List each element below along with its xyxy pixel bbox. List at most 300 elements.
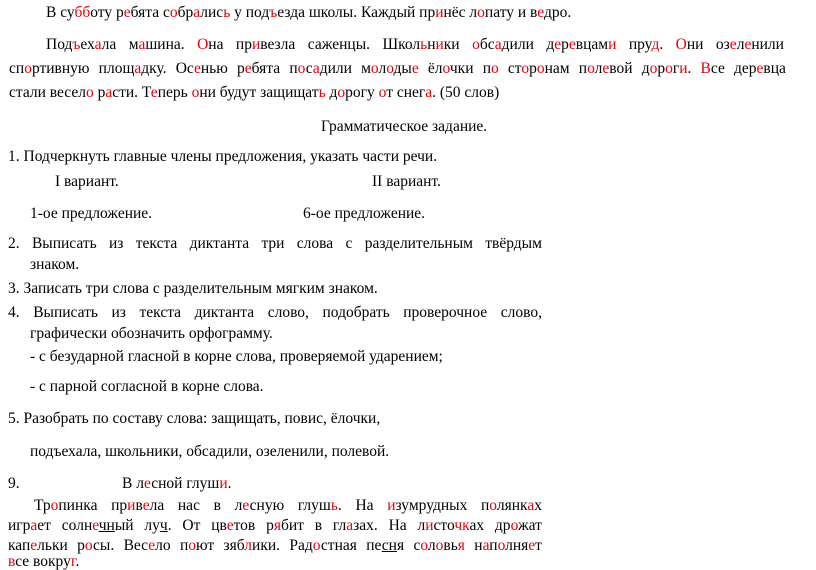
text-fragment: н	[427, 36, 436, 53]
text-fragment: В	[700, 60, 711, 77]
word	[34, 498, 97, 514]
text-fragment: г	[70, 553, 76, 570]
text-fragment: глуш	[297, 497, 331, 514]
text-fragment: .	[659, 36, 664, 53]
text-fragment: .	[75, 553, 80, 570]
text-fragment: л	[736, 36, 745, 53]
text-fragment: Школ	[382, 36, 421, 53]
text-fragment: .	[227, 475, 232, 492]
text-fragment: ч	[159, 517, 168, 534]
text-fragment: пр	[235, 36, 252, 53]
text-fragment: я	[457, 537, 465, 554]
text-fragment: т снег	[386, 84, 426, 101]
text-fragment: е	[92, 517, 99, 534]
text-fragment: сн	[381, 537, 397, 554]
task-4-line-1	[8, 305, 542, 321]
text-9-title	[122, 476, 231, 492]
text-fragment: лис	[200, 4, 224, 21]
word: твёрдым	[485, 235, 542, 252]
word	[9, 61, 90, 77]
word	[389, 518, 407, 534]
word	[474, 538, 542, 554]
text-fragment: д	[651, 36, 660, 53]
word	[197, 37, 223, 53]
task-4-line-2: графически обозначить орфограмму.	[30, 325, 273, 342]
text-fragment: лня	[505, 537, 529, 554]
text-fragment: пинка	[58, 497, 98, 514]
text-fragment: е	[744, 36, 752, 53]
text-fragment: гл	[332, 517, 347, 534]
text-fragment: се	[710, 60, 725, 77]
text-fragment: п	[482, 60, 491, 77]
text-9-number: 9.	[8, 475, 20, 492]
word: диктанта	[194, 304, 255, 321]
text-fragment: жат	[517, 517, 542, 534]
text-fragment: нас	[177, 497, 200, 514]
text-fragment: о	[188, 537, 197, 554]
task-5: 5. Разобрать по составу слова: защищать, повис, ёлочки,	[8, 410, 381, 427]
text-fragment: е	[150, 84, 158, 101]
text-fragment: сп	[9, 60, 25, 77]
text-fragment: и	[679, 60, 688, 77]
word	[382, 37, 459, 53]
word	[418, 518, 485, 534]
text-fragment: льки	[37, 537, 68, 554]
word	[266, 518, 304, 534]
text-fragment: дку.	[141, 60, 167, 77]
text-fragment: О	[675, 36, 687, 53]
text-fragment: е	[242, 497, 250, 514]
word	[508, 61, 570, 77]
text-fragment: и	[435, 4, 444, 21]
word: слово,	[500, 304, 542, 321]
text-fragment: ло	[155, 537, 171, 554]
text-fragment: е	[148, 537, 156, 554]
text-fragment: нёс л	[443, 4, 478, 21]
text-fragment: о	[521, 60, 530, 77]
text-fragment: а	[193, 4, 201, 21]
text-fragment: ст	[507, 60, 522, 77]
word	[676, 37, 704, 53]
word	[701, 61, 725, 77]
text-fragment: рогу	[345, 84, 379, 101]
word	[716, 37, 784, 53]
text-fragment: р	[561, 36, 569, 53]
word	[99, 61, 167, 77]
text-fragment: дер	[734, 60, 757, 77]
text-fragment: бята с	[130, 4, 170, 21]
dictation-para-line-3	[9, 85, 499, 101]
text-fragment: сы.	[93, 537, 115, 554]
text-fragment: чки	[449, 60, 474, 77]
text-fragment: зумрудных	[395, 497, 468, 514]
text-fragment: стали весел	[9, 84, 86, 101]
text-fragment: ый	[114, 517, 134, 534]
sentence-6-label: 6-ое предложение.	[303, 205, 426, 222]
text-fragment: е	[756, 60, 764, 77]
text-fragment: На	[355, 497, 374, 514]
text-fragment: е	[554, 36, 562, 53]
text-fragment: с	[305, 60, 313, 77]
text-fragment: о	[84, 537, 94, 554]
text-fragment: о	[490, 60, 499, 77]
text-fragment: тов	[233, 517, 256, 534]
word	[495, 518, 542, 534]
word: текста	[139, 304, 182, 321]
text-fragment: . (50 слов)	[432, 84, 500, 101]
text-fragment: .	[687, 60, 692, 77]
text-fragment: а	[105, 84, 113, 101]
text-fragment: дили	[501, 36, 534, 53]
text-fragment: оту р	[90, 4, 124, 21]
text-fragment: о	[337, 84, 346, 101]
text-fragment: в	[135, 497, 143, 514]
text-fragment: в	[213, 497, 221, 514]
text-fragment: ъ	[269, 4, 278, 21]
text-fragment: л	[594, 60, 603, 77]
text-fragment: др	[494, 517, 511, 534]
text-9-line-2	[8, 518, 542, 534]
word	[178, 498, 200, 514]
text-fragment: о	[169, 4, 178, 21]
word	[211, 518, 255, 534]
text-fragment: а	[527, 497, 535, 514]
text-fragment: вой	[609, 60, 633, 77]
text-fragment: п	[489, 537, 498, 554]
text-fragment: сто	[433, 517, 455, 534]
text-fragment: о	[472, 36, 480, 53]
text-fragment: площ	[98, 60, 135, 77]
text-fragment: оз	[715, 36, 730, 53]
text-fragment: р	[657, 60, 666, 77]
task-2-line-1	[8, 236, 542, 252]
text-fragment: шина.	[145, 36, 185, 53]
text-fragment: о	[85, 84, 94, 101]
text-fragment: бб	[74, 4, 91, 21]
text-fragment: г	[672, 60, 680, 77]
text-fragment: солн	[61, 517, 93, 534]
text-fragment: .	[167, 517, 172, 534]
word: с	[345, 235, 353, 252]
text-fragment: Тр	[34, 497, 51, 514]
word	[111, 498, 164, 514]
text-fragment: и	[251, 36, 261, 53]
text-fragment: лянк	[496, 497, 528, 514]
text-fragment: .	[337, 497, 342, 514]
task-1: 1. Подчеркнуть главные члены предложения, указать части речи.	[8, 148, 438, 165]
text-fragment: чк	[454, 517, 470, 534]
word	[333, 518, 378, 534]
text-fragment: бс	[479, 36, 495, 53]
task-5-line-2: подъехала, школьники, обсадили, озеленили, полевой.	[30, 443, 390, 460]
text-fragment: о	[489, 497, 497, 514]
text-fragment: п	[289, 60, 298, 77]
text-fragment: а	[494, 36, 502, 53]
text-fragment: л	[378, 60, 387, 77]
text-fragment: дро.	[543, 4, 572, 21]
word	[315, 518, 322, 534]
word	[481, 498, 542, 514]
text-fragment: п	[481, 497, 490, 514]
text-fragment: езда школы. Каждый пр	[277, 4, 436, 21]
text-fragment: а	[346, 517, 354, 534]
word: из	[111, 304, 126, 321]
text-fragment: ъ	[72, 36, 81, 53]
text-fragment: е	[537, 4, 544, 21]
text-fragment: р	[93, 84, 106, 101]
text-fragment: пату и в	[484, 4, 538, 21]
text-fragment: ртивную	[31, 60, 90, 77]
text-fragment: о	[477, 4, 485, 21]
word	[289, 61, 352, 77]
task-4-sub-1: - с безударной гласной в корне слова, проверяемой ударением;	[30, 348, 443, 365]
text-fragment: с	[413, 537, 421, 554]
text-fragment: ки	[443, 36, 460, 53]
word	[366, 538, 404, 554]
text-fragment: о	[442, 60, 450, 77]
text-fragment: пру	[628, 36, 652, 53]
text-fragment: у под	[230, 4, 270, 21]
text-fragment: сной глуш	[151, 475, 220, 492]
text-fragment: о	[378, 84, 387, 101]
text-fragment: л	[417, 517, 426, 534]
text-fragment: е	[123, 4, 131, 21]
text-fragment: вь	[443, 537, 458, 554]
task-3: 3. Записать три слова с разделительным мягким знаком.	[8, 280, 378, 297]
text-fragment: е	[244, 60, 252, 77]
word: разделительным	[364, 235, 473, 252]
text-fragment: цв	[211, 517, 227, 534]
text-fragment: Рад	[289, 537, 313, 554]
text-fragment: д	[641, 60, 650, 77]
word: слово,	[267, 304, 309, 321]
word	[734, 61, 786, 77]
text-fragment: бята	[251, 60, 281, 77]
text-fragment: На	[388, 517, 407, 534]
text-fragment: н	[474, 537, 483, 554]
word	[180, 538, 214, 554]
text-fragment: ни	[686, 36, 704, 53]
text-fragment: в	[8, 553, 16, 570]
text-fragment: о	[420, 537, 428, 554]
text-fragment: е	[142, 497, 150, 514]
text-fragment: сную	[249, 497, 285, 514]
word	[483, 61, 499, 77]
text-fragment: вцам	[575, 36, 609, 53]
text-fragment: бр	[177, 4, 194, 21]
text-fragment: д	[325, 84, 338, 101]
text-fragment: ех	[80, 36, 95, 53]
text-fragment: я	[396, 537, 405, 554]
word: Выписать	[31, 235, 97, 252]
word	[355, 498, 373, 514]
text-fragment: а	[94, 36, 102, 53]
text-fragment: О	[197, 36, 209, 53]
text-fragment: а	[134, 60, 142, 77]
text-fragment: е	[729, 36, 737, 53]
text-fragment: р	[266, 517, 274, 534]
text-fragment: саженцы.	[307, 36, 370, 53]
word	[237, 61, 280, 77]
task-2-line-2: знаком.	[30, 256, 80, 273]
dictation-para-line-1	[46, 37, 784, 53]
text-fragment: е	[528, 537, 536, 554]
text-fragment: е	[226, 517, 234, 534]
text-fragment: ах	[469, 517, 485, 534]
text-fragment: нью	[200, 60, 228, 77]
dictation-intro-line	[46, 5, 571, 21]
text-fragment: а	[312, 60, 320, 77]
text-fragment: дили	[319, 60, 352, 77]
text-fragment: ет	[37, 517, 51, 534]
word	[182, 518, 200, 534]
word	[77, 538, 114, 554]
text-fragment: ла	[149, 497, 165, 514]
text-fragment: везла	[260, 36, 296, 53]
text-fragment: е	[568, 36, 576, 53]
text-fragment: лу	[144, 517, 160, 534]
word	[129, 37, 185, 53]
text-fragment: о	[297, 60, 306, 77]
text-fragment: нили	[751, 36, 784, 53]
word	[144, 518, 171, 534]
variant-1-label: I вариант.	[55, 173, 119, 190]
text-fragment: ды	[393, 60, 412, 77]
text-fragment: а	[30, 517, 38, 534]
text-fragment: игр	[8, 517, 31, 534]
word: диктанта	[189, 235, 250, 252]
grammar-title: Грамматическое задание.	[321, 118, 488, 135]
text-fragment: ь	[223, 4, 231, 21]
text-fragment: о	[536, 60, 545, 77]
word	[413, 538, 464, 554]
text-fragment: Под	[46, 36, 73, 53]
text-fragment: л	[244, 537, 253, 554]
text-fragment: пе	[366, 537, 382, 554]
text-fragment: л	[427, 537, 436, 554]
word	[298, 498, 342, 514]
text-fragment: В л	[122, 475, 144, 492]
word: Выписать	[33, 304, 98, 321]
text-fragment: вца	[763, 60, 786, 77]
word: подобрать	[322, 304, 390, 321]
word	[361, 61, 419, 77]
text-fragment: и	[219, 475, 228, 492]
text-fragment: о	[649, 60, 658, 77]
text-fragment: на	[208, 36, 224, 53]
text-fragment: бит	[280, 517, 304, 534]
text-fragment: о	[191, 84, 200, 101]
word	[8, 538, 68, 554]
text-fragment: ь	[318, 84, 326, 101]
text-fragment: зах.	[353, 517, 378, 534]
text-fragment: ют	[196, 537, 215, 554]
text-fragment: се вокру	[15, 553, 71, 570]
text-fragment: о	[50, 497, 59, 514]
text-fragment: о	[510, 517, 518, 534]
word: из	[109, 235, 124, 252]
text-fragment: и	[425, 517, 434, 534]
text-fragment: нам	[544, 60, 570, 77]
text-fragment: п	[179, 537, 189, 554]
text-fragment: ёл	[427, 60, 443, 77]
text-fragment: ики.	[252, 537, 281, 554]
word	[46, 37, 116, 53]
word	[472, 37, 534, 53]
text-fragment: о	[435, 537, 444, 554]
word	[289, 538, 357, 554]
text-fragment: сти. Т	[112, 84, 151, 101]
text-fragment: е	[602, 60, 610, 77]
word	[8, 518, 51, 534]
text-fragment: чн	[98, 517, 115, 534]
text-9-line-4	[8, 554, 79, 570]
variant-2-label: II вариант.	[372, 173, 441, 190]
text-fragment: о	[587, 60, 595, 77]
text-fragment: ла	[101, 36, 117, 53]
text-fragment: л	[234, 497, 243, 514]
word	[629, 37, 663, 53]
text-fragment: пр	[111, 497, 128, 514]
text-fragment: а	[138, 36, 146, 53]
text-fragment: р	[529, 60, 537, 77]
word: текста	[135, 235, 178, 252]
word: три	[261, 235, 285, 252]
text-fragment: о	[370, 60, 379, 77]
word	[176, 61, 228, 77]
dictation-para-line-2	[9, 61, 786, 77]
text-fragment: е	[194, 60, 201, 77]
word: 4.	[8, 304, 20, 321]
text-fragment: и	[127, 497, 136, 514]
text-fragment: п	[578, 60, 588, 77]
text-fragment: о	[312, 537, 321, 554]
text-fragment: т	[535, 537, 542, 554]
text-fragment: о	[386, 60, 394, 77]
word	[546, 37, 616, 53]
text-fragment: о	[24, 60, 32, 77]
text-fragment: е	[143, 475, 152, 492]
word: слова	[296, 235, 334, 252]
text-fragment: и	[435, 36, 444, 53]
text-fragment: От	[182, 517, 201, 534]
word	[236, 37, 295, 53]
sentence-1-label: 1-ое предложение.	[30, 205, 153, 222]
word	[62, 518, 134, 534]
word	[579, 61, 633, 77]
word	[224, 538, 281, 554]
text-9-line-3	[8, 538, 542, 554]
text-fragment: р	[237, 60, 245, 77]
text-fragment: в	[314, 517, 323, 534]
word	[642, 61, 692, 77]
word: проверочное	[403, 304, 488, 321]
text-fragment: о	[497, 537, 506, 554]
text-fragment: д	[546, 36, 555, 53]
text-9-line-1	[34, 498, 542, 514]
word	[308, 37, 370, 53]
text-fragment: х	[534, 497, 542, 514]
text-fragment: а	[425, 84, 433, 101]
text-fragment: я	[273, 517, 281, 534]
text-fragment: ь	[330, 497, 338, 514]
text-fragment: р	[77, 537, 85, 554]
word	[214, 498, 221, 514]
text-fragment: и	[608, 36, 617, 53]
text-fragment: м	[128, 36, 139, 53]
word	[387, 498, 467, 514]
text-fragment: кап	[8, 537, 31, 554]
